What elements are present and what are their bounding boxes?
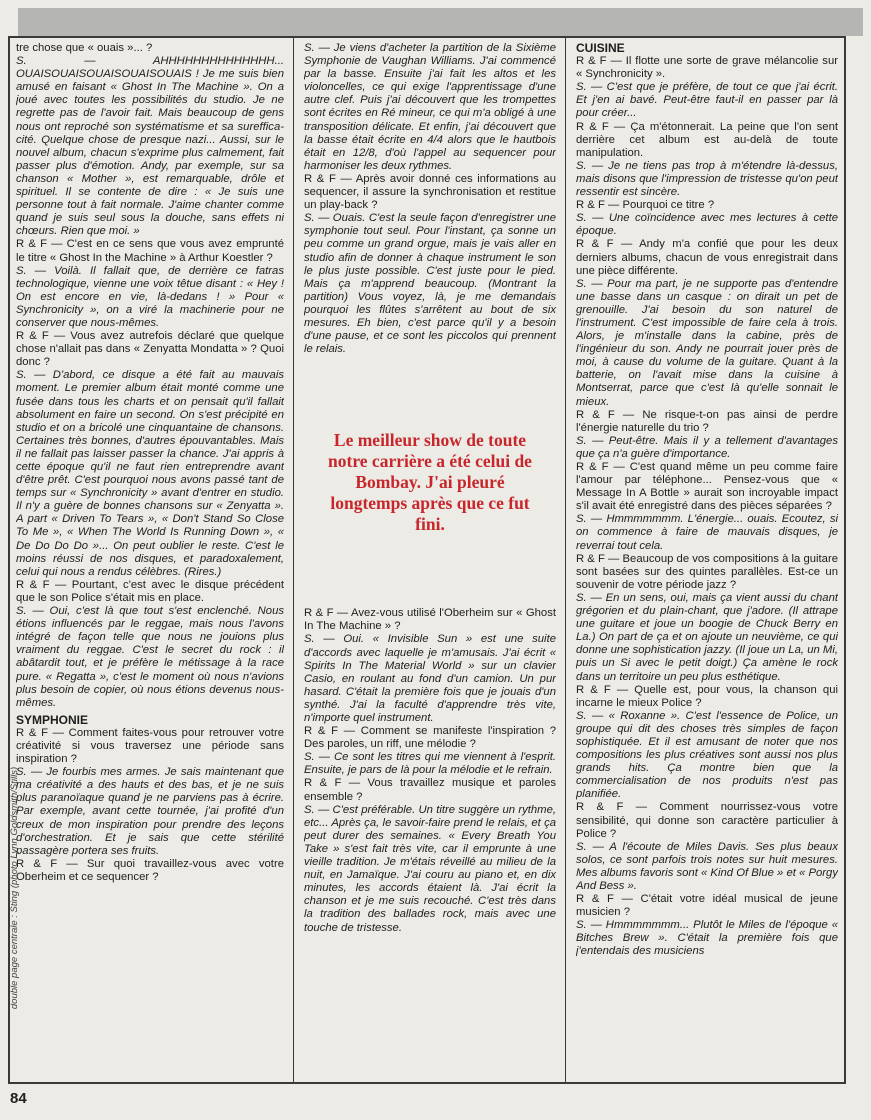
paragraph: R & F — Beaucoup de vos compositions à la guitare sont basées sur des quintes parallèles. Est-ce un souvenir de votre période jazz ? <box>576 552 838 591</box>
column-2-paragraphs-a <box>304 42 556 356</box>
column-2 <box>304 42 556 1082</box>
section-heading-symphonie: SYMPHONIE <box>16 712 89 727</box>
column-1 <box>16 42 284 1082</box>
paragraph: R & F — Après avoir donné ces informations au sequencer, il assure la synchronisation et restitue un play-back ? <box>304 172 556 212</box>
column-1-paragraphs-b <box>16 727 284 884</box>
paragraph: S. — En un sens, oui, mais ça vient aussi du chant grégorien et du plain-chant, que j'adore. (Il attrape une guitare et joue un boogie de Chuck Berry en La.) On part de ça et on ajoute un neuvième, ce qui donne une sophistication jazzy. (Il joue un La, un Mi, puis un Si avec le petit doigt.) Ça amène le rock dans un territoire un peu plus esthétique. <box>576 591 838 683</box>
column-divider <box>293 38 294 1083</box>
page-number: 84 <box>10 1090 27 1107</box>
photo-credit: double page centrale : Sting (photo Lynn Goldsmith/Stills) <box>9 766 20 1010</box>
paragraph: R & F — Pourquoi ce titre ? <box>576 199 715 212</box>
paragraph: R & F — C'est en ce sens que vous avez emprunté le titre « Ghost In the Machine » à Arthur Koestler ? <box>16 238 284 264</box>
paragraph: R & F — Vous avez autrefois déclaré que quelque chose n'allait pas dans « Zenyatta Mondatta » ? Quoi donc ? <box>16 330 284 369</box>
section-heading-cuisine: CUISINE <box>576 42 625 55</box>
column-3 <box>576 42 838 1082</box>
column-3-paragraphs <box>576 55 838 958</box>
paragraph: S. — Pour ma part, je ne supporte pas d'entendre une basse dans un casque : on dirait un pet de grenouille. J'ai besoin du son naturel de l'instrument. C'est impossible de faire cela à trois. Alors, je m'installe dans la cabine, près de l'ingénieur du son. Andy ne pourrait jouer près de moi, à cause du volume de la guitare. Quant à la batterie, on l'avait mise dans la cuisine à Montserrat, parce que c'est là qu'elle sonnait le mieux. <box>576 277 838 408</box>
paragraph: S. — Oui, c'est là que tout s'est enclenché. Nous étions influencés par le reggae, mais nous l'avons intégré de façon telle que nous ne jouions plus vraiment du reggae. C'est le secret du rock : il abâtardit tout, et je préfère le métissage à la race pure. « Regatta », c'est le moment où nous n'avions plus besoin de copier, où nous étions devenus nous-mêmes. <box>16 605 284 709</box>
paragraph: R & F — Comment se manifeste l'inspiration ? Des paroles, un riff, une mélodie ? <box>304 725 556 751</box>
paragraph: R & F — Pourtant, c'est avec le disque précédent que le son Police s'était mis en place. <box>16 578 284 604</box>
paragraph: S. — Je viens d'acheter la partition de la Sixième Symphonie de Vaughan Williams. J'ai commencé par la basse. Ensuite j'ai fait les altos et les violoncelles, ce qui exige l'apprentissage d'une autre clef. Puis j'ai découvert que les trompettes sont écrites en Ré mineur, ce qui m'a obligé à une transposition délicate. Et enfin, j'ai découvert que la basse était écrite en 4/4 alors que le hautbois était en 12/8, d'où l'appel au sequencer pour harmoniser les deux rythmes. <box>304 42 556 172</box>
paragraph: S. — A l'écoute de Miles Davis. Ses plus beaux solos, ce sont parfois trois notes sur huit mesures. Mes albums favoris sont « Kind Of Blue » et « Porgy And Bess ». <box>576 840 838 892</box>
paragraph: S. — Ouais. C'est la seule façon d'enregistrer une symphonie tout seul. Pour l'instant, ça sonne un peu comme un grand orgue, mais je vais aller en studio afin de donner à chaque instrument le son le plus juste possible. C'est juste pour le pied. Mais ça m'apprend beaucoup. (Montrant la partition) Vous voyez, là, je me demandais pourquoi les flûtes s'arrêtent au bout de six mesures. Eh bien, c'est parce qu'il y a besoin d'une pause, et ce sont les piccolos qui prennent le relais. <box>304 212 556 356</box>
paragraph: S. — C'est que je préfère, de tout ce que j'ai écrit. Et j'en ai bavé. Peut-être faut-il en passer par là pour créer... <box>576 81 838 120</box>
paragraph: R & F — C'est quand même un peu comme faire l'amour par téléphone... Pensez-vous que « Message In A Bottle » aurait son incroyable impact s'il avait été enregistré dans des pièces séparées ? <box>576 461 838 513</box>
paragraph: S. — Voilà. Il fallait que, de derrière ce fatras technologique, vienne une voix têtue disant : « Hey ! On est encore en vie, là-dedans ! » Pour « Synchronicity », on a viré la machinerie pour ne conserver que nous-mêmes. <box>16 264 284 329</box>
paragraph: R & F — Comment faites-vous pour retrouver votre créativité si vous traversez une période sans inspiration ? <box>16 726 284 766</box>
paragraph: S. — Hmmmmmmm. L'énergie... ouais. Ecoutez, si on commence à faire de mauvais disques, je reverrai tout cela. <box>576 513 838 552</box>
paragraph: R & F — Comment nourrissez-vous votre sensibilité, qui donne son caractère particulier à Police ? <box>576 801 838 840</box>
paragraph: S. — AHHHHHHHHHHHHHH... OUAISOUAISOUAISOUAISOUAIS ! Je me suis bien amusé en faisant « Ghost In The Machine ». On a joué avec toutes les possibilités du studio. Je ne regrette pas de l'avoir fait. Mais beaucoup de gens nous ont reproché son systématisme et sa sureffica-cité. Quelque chose de presque nazi... Aussi, sur le nouvel album, chacun s'exprime plus calmement, fait passer plus d'émotion. Andy, par exemple, sur sa chanson « Mother », est remarquable, drôle et spirituel. Il se contente de dire : « Je suis une personne tout à fait normale. J'aime chanter comme quand je suis seul sous la douche, sans effets ni chœurs. Rien que moi. » <box>16 55 284 238</box>
top-bar <box>18 8 863 36</box>
pull-quote: Le meilleur show de toute notre carrière a été celui de Bombay. J'ai pleuré longtemps après que ce fut fini. <box>328 430 532 535</box>
paragraph: S. — Ce sont les titres qui me viennent à l'esprit. Ensuite, je pars de là pour la mélodie et le refrain. <box>304 751 556 777</box>
paragraph: R & F — Quelle est, pour vous, la chanson qui incarne le mieux Police ? <box>576 683 838 709</box>
paragraph: R & F — Ça m'étonnerait. La peine que l'on sent derrière cet album est au-delà de toute manipulation. <box>576 120 838 159</box>
paragraph: R & F — Il flotte une sorte de grave mélancolie sur « Synchronicity ». <box>576 55 838 81</box>
paragraph: tre chose que « ouais »... ? <box>16 42 153 54</box>
column-divider <box>565 38 566 1083</box>
column-1-paragraphs <box>16 42 284 710</box>
paragraph: R & F — C'était votre idéal musical de jeune musicien ? <box>576 893 838 919</box>
paragraph: S. — Hmmmmmmm... Plutôt le Miles de l'époque « Bitches Brew ». C'était la première fois que j'entendais des musiciens <box>576 919 838 958</box>
paragraph: S. — « Roxanne ». C'est l'essence de Police, un groupe qui dit des choses très simples de façon sophistiquée. Et il est amusant de noter que nos compositions les plus créatives sont aussi nos plus grands hits. Ça montre bien que la commercialisation de nos produits n'est pas planifiée. <box>576 709 838 801</box>
paragraph: S. — Une coïncidence avec mes lectures à cette époque. <box>576 212 838 238</box>
paragraph: R & F — Sur quoi travaillez-vous avec votre Oberheim et ce sequencer ? <box>16 857 284 883</box>
paragraph: R & F — Andy m'a confié que pour les deux derniers albums, chacun de vous enregistrait dans une pièce différente. <box>576 238 838 277</box>
paragraph: S. — C'est préférable. Un titre suggère un rythme, etc... Après ça, le savoir-faire prend le relais, et ça peut durer des semaines. « Every Breath You Take » s'est fait très vite, car il emprunte à une vieille tradition. Je m'étais réveillé au milieu de la nuit, en Jamaïque. J'ai couru au piano et, en dix minutes, les accords étaient là. J'ai écrit la chanson et je me suis recouché. C'est très dans la tradition des ballades rock, mais avec une touche de tristesse. <box>304 803 556 934</box>
paragraph: S. — Oui. « Invisible Sun » est une suite d'accords avec laquelle je m'amusais. J'ai écrit « Spirits In The Material World » sur un clavier Casio, en roulant au fond d'un camion. Un pur hasard. C'était la première fois que je jouais d'un synthé. J'ai la faculté d'apprendre très vite, n'importe quel instrument. <box>304 633 556 724</box>
column-2-paragraphs-b <box>304 607 556 934</box>
paragraph: R & F — Ne risque-t-on pas ainsi de perdre l'énergie naturelle du trio ? <box>576 408 838 434</box>
paragraph: S. — D'abord, ce disque a été fait au mauvais moment. Le premier album était monté comme une fusée dans tous les charts et on pensait qu'il fallait absolument en faire un second. On s'est précipité en studio et on a bricolé une cinquantaine de chansons. Certaines très bonnes, d'autres épouvantables. Mais il ne fallait pas laisser passer la chance. J'ai appris à cette époque qu'il ne faut rien entreprendre avant d'être prêt. C'est pourquoi nous avons passé tant de temps sur « Synchronicity » avant d'entrer en studio. Il n'y a guère de bonnes chansons sur « Zenyatta ». A part « Driven To Tears », « Don't Stand So Close To Me », « When The World Is Running Down », « De Do Do Do »... On peut oublier le reste. C'est le moins réussi de nos disques, et paradoxalement, celui qui nous a rendus célèbres. (Rires.) <box>16 369 284 578</box>
paragraph: R & F — Vous travaillez musique et paroles ensemble ? <box>304 777 556 803</box>
paragraph: S. — Peut-être. Mais il y a tellement d'avantages que ça n'a guère d'importance. <box>576 434 838 460</box>
paragraph: R & F — Avez-vous utilisé l'Oberheim sur « Ghost In The Machine » ? <box>304 607 556 633</box>
paragraph: S. — Je ne tiens pas trop à m'étendre là-dessus, mais disons que l'impression de tristesse qu'on peut ressentir est sincère. <box>576 159 838 199</box>
paragraph: S. — Je fourbis mes armes. Je sais maintenant que ma créativité a des hauts et des bas, et je ne suis plus paranoïaque quand je ne parviens pas à écrire. Par exemple, avant cette tournée, j'ai profité d'un creux de mon inspiration pour prendre des leçons d'orchestration. Et je sais que cette stérilité passagère portera ses fruits. <box>16 766 284 857</box>
